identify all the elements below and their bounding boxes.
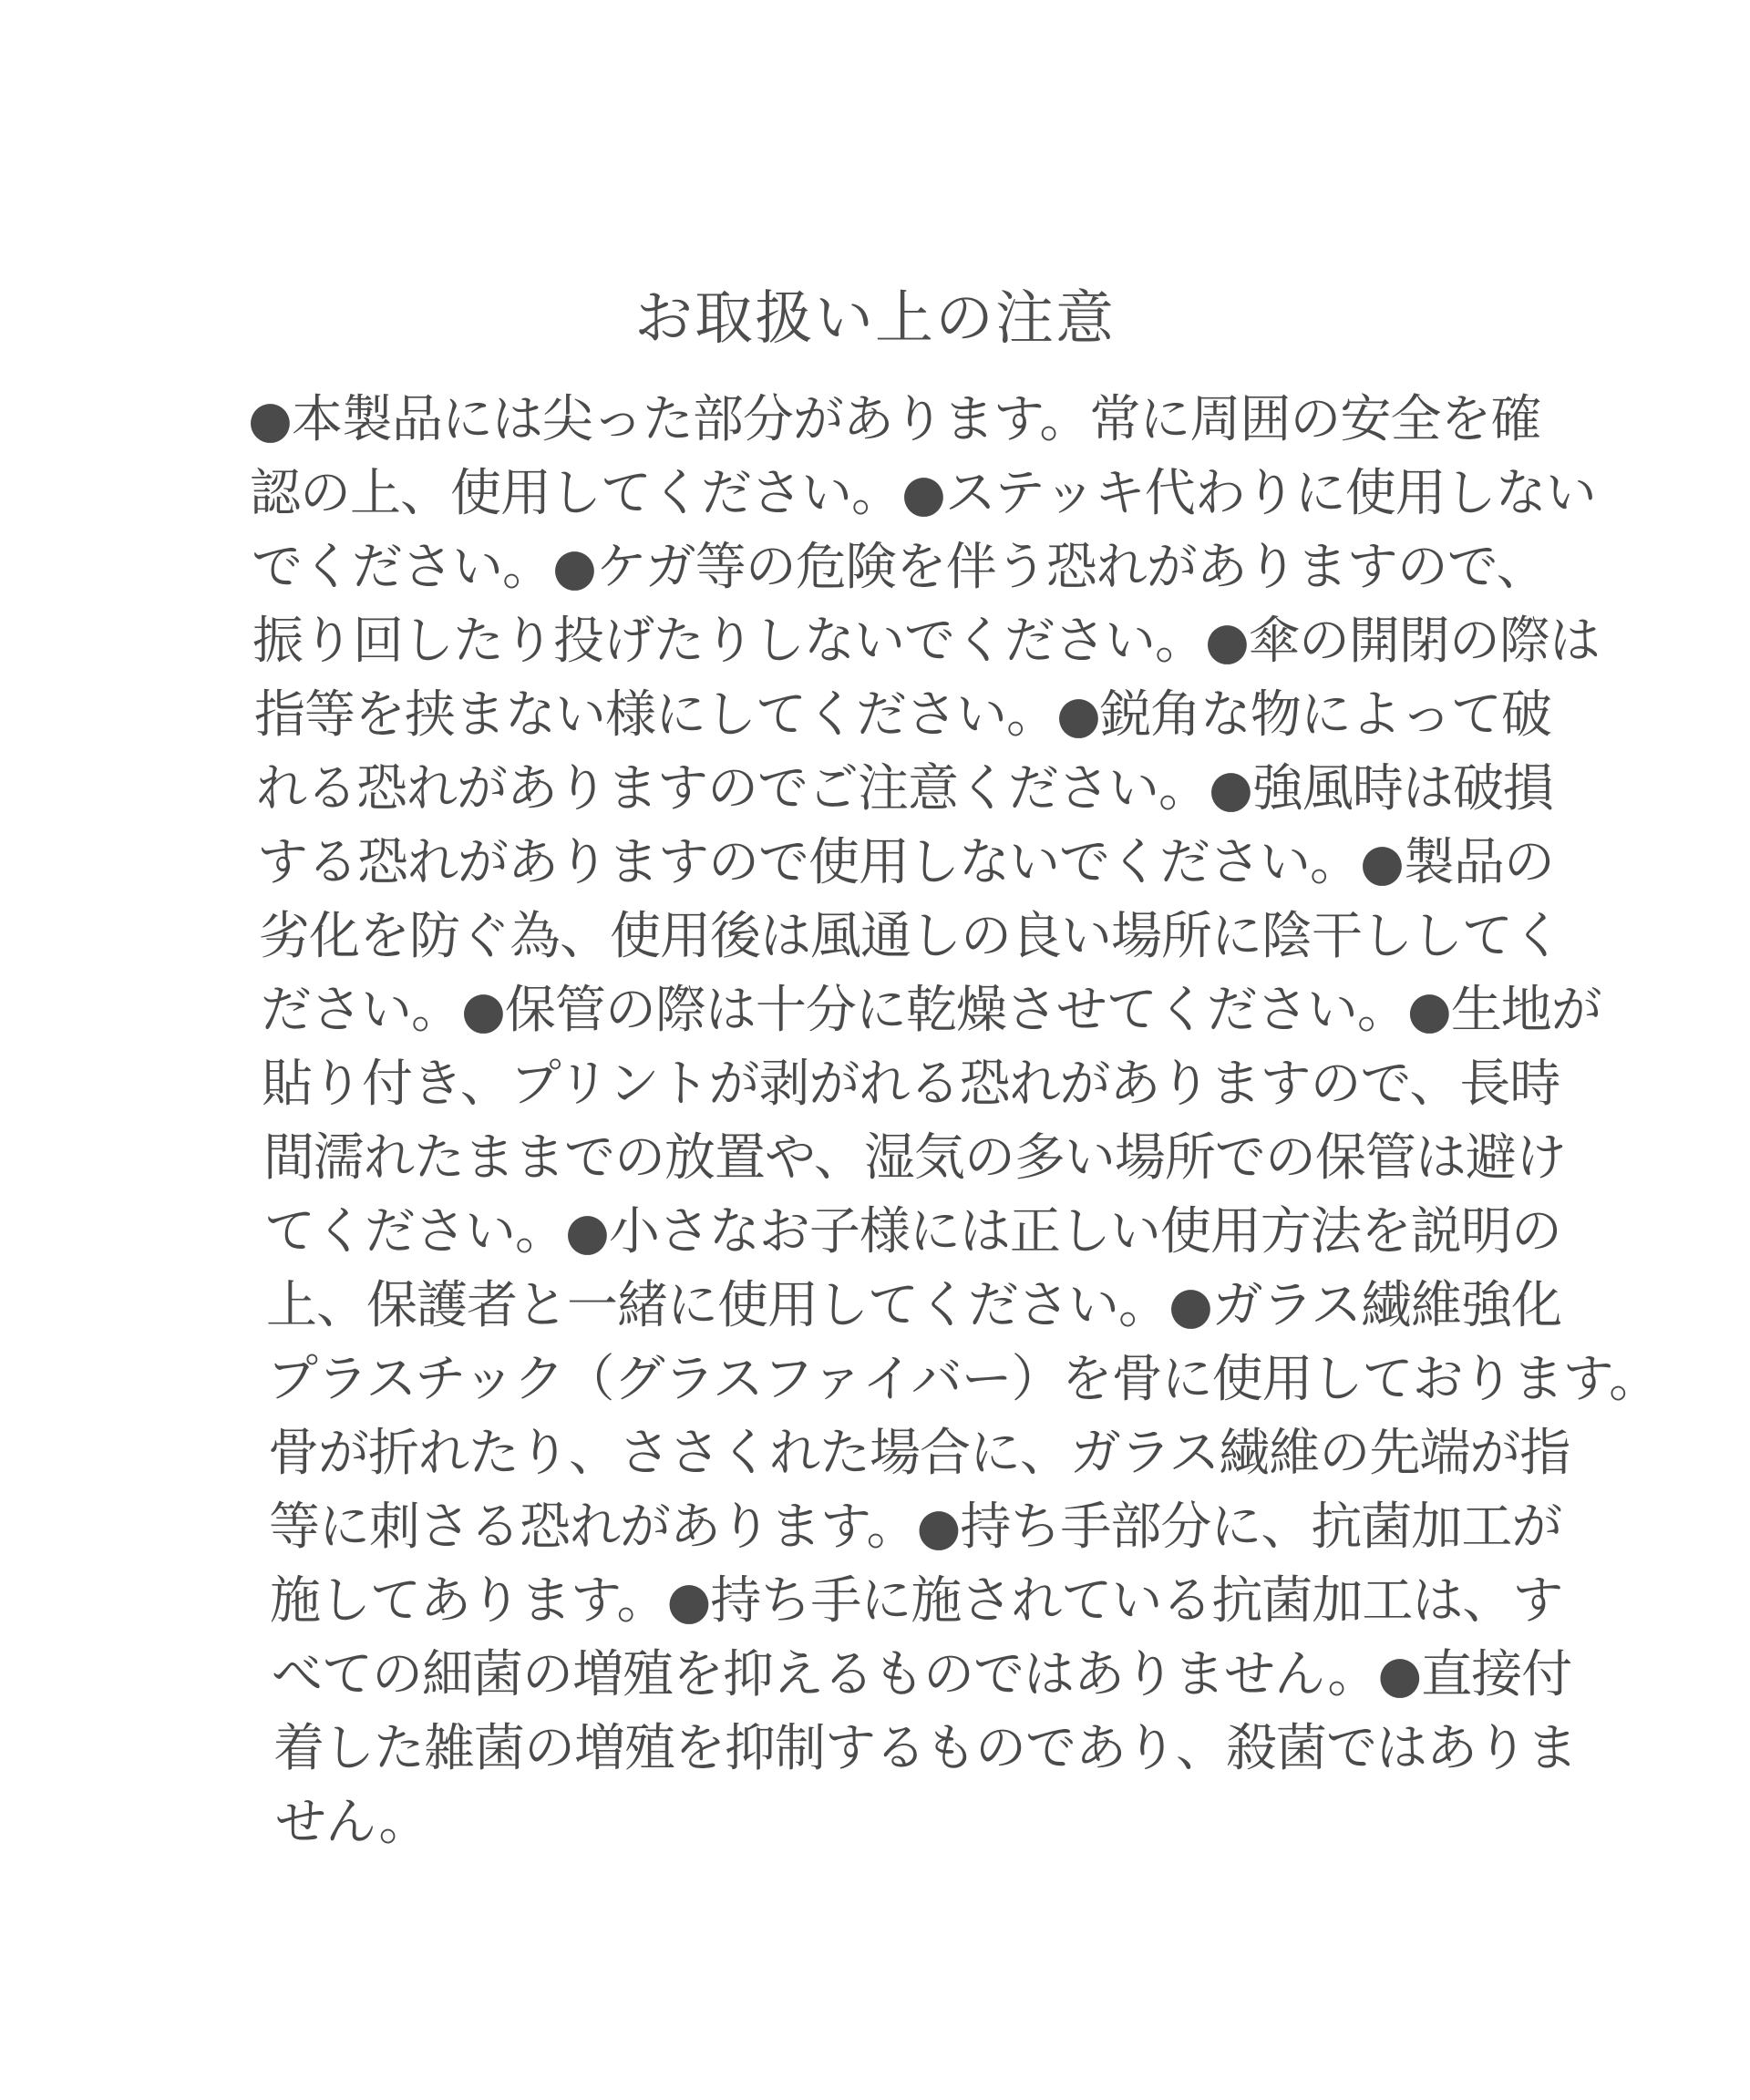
notice-line: 劣化を防ぐ為、使用後は風通しの良い場所に陰干ししてく [259, 907, 1562, 966]
notice-line: 等に刺さる恐れがあります。●持ち手部分に、抗菌加工が [269, 1498, 1562, 1557]
notice-line: 骨が折れたり、ささくれた場合に、ガラス繊維の先端が指 [268, 1424, 1570, 1483]
notice-line: ださい。●保管の際は十分に乾燥させてください。●生地が [261, 981, 1601, 1040]
notice-line: れる恐れがありますのでご注意ください。●強風時は破損 [256, 759, 1553, 818]
notice-line: プラスチック（グラスファイバー）を骨に使用しております。 [267, 1350, 1660, 1409]
notice-line: 施してあります。●持ち手に施されている抗菌加工は、す [270, 1571, 1563, 1631]
notice-line: せん。 [275, 1793, 429, 1852]
notice-line: 振り回したり投げたりしないでください。●傘の開閉の際は [252, 612, 1600, 671]
notice-line: 指等を挟まない様にしてください。●鋭角な物によって破 [254, 685, 1551, 745]
notice-line: ●本製品には尖った部分があります。常に周囲の安全を確 [248, 390, 1541, 449]
document-title: お取扱い上の注意 [634, 285, 1116, 353]
notice-line: 上、保護者と一緒に使用してください。●ガラス繊維強化 [266, 1276, 1562, 1335]
notice-line: 着した雑菌の増殖を抑制するものであり、殺菌ではありま [273, 1719, 1577, 1778]
notice-line: でください。●ケガ等の危険を伴う恐れがありますので、 [252, 538, 1547, 597]
notice-line: する恐れがありますので使用しないでください。●製品の [257, 833, 1554, 892]
notice-line: てください。●小さなお子様には正しい使用方法を説明の [264, 1202, 1561, 1261]
notice-line: 貼り付き、プリントが剥がれる恐れがありますので、長時 [262, 1055, 1560, 1114]
notice-body [248, 383, 1660, 1859]
notice-line: べての細菌の増殖を抑えるものではありません。●直接付 [272, 1645, 1572, 1704]
notice-line: 間濡れたままでの放置や、湿気の多い場所での保管は避け [263, 1128, 1566, 1188]
notice-line: 認の上、使用してください。●ステッキ代わりに使用しない [250, 464, 1596, 523]
